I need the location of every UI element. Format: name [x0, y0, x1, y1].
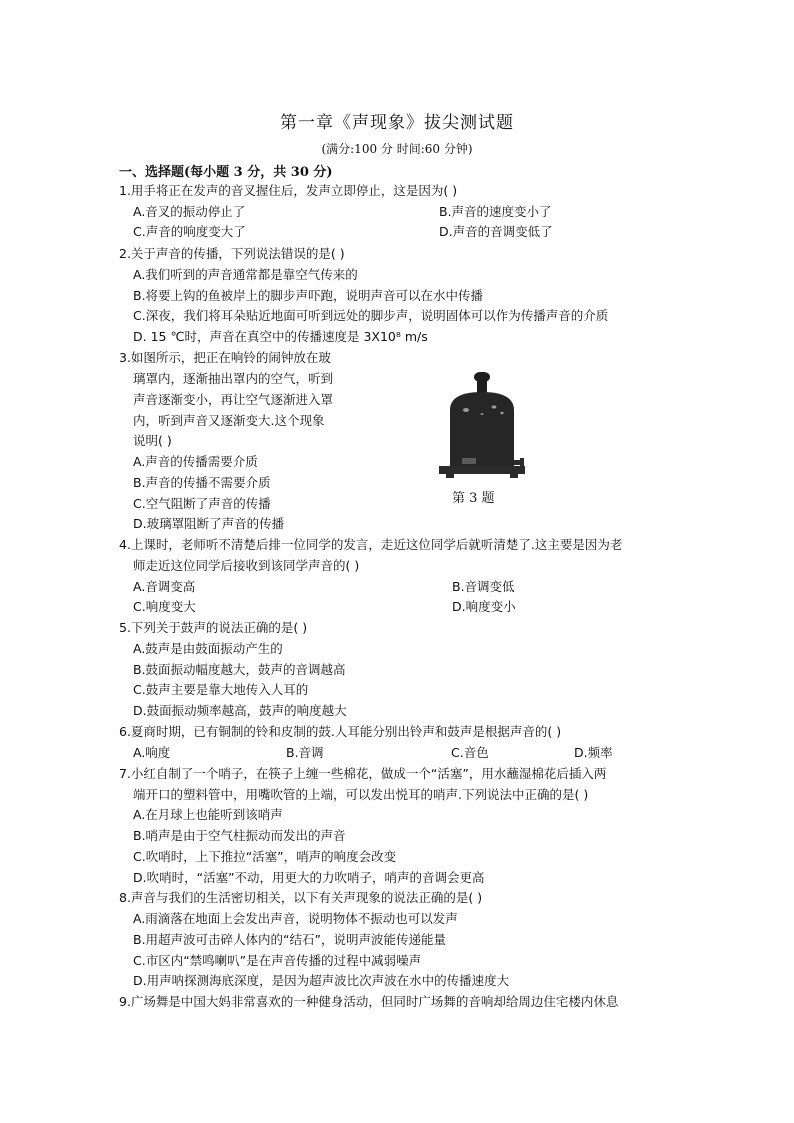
question-8-stem: 8.声音与我们的生活密切相关，以下有关声现象的说法正确的是( ) — [119, 890, 483, 905]
question-8-option-c: C.市区内“禁鸣喇叭”是在声音传播的过程中减弱噪声 — [133, 953, 422, 968]
question-5-option-c: C.鼓声主要是靠大地传入人耳的 — [133, 682, 309, 697]
question-3-option-b: B.声音的传播不需要介质 — [133, 475, 271, 490]
question-6-option-c: C.音色 — [451, 745, 489, 760]
question-2-option-c: C.深夜，我们将耳朵贴近地面可听到远处的脚步声，说明固体可以作为传播声音的介质 — [133, 308, 609, 323]
question-4-option-b: B.音调变低 — [452, 579, 515, 594]
question-5-option-a: A.鼓声是由鼓面振动产生的 — [133, 641, 283, 656]
question-7-option-c: C.吹哨时，上下推拉“活塞”，哨声的响度会改变 — [133, 849, 397, 864]
question-8-option-d: D.用声呐探测海底深度，是因为超声波比次声波在水中的传播速度大 — [133, 973, 510, 988]
bell-jar-figure — [436, 370, 528, 482]
figure-caption: 第 3 题 — [452, 491, 495, 506]
question-4-option-c: C.响度变大 — [133, 599, 196, 614]
question-1-option-b: B.声音的速度变小了 — [439, 204, 552, 219]
question-5-option-b: B.鼓面振动幅度越大，鼓声的音调越高 — [133, 662, 346, 677]
question-4-stem: 师走近这位同学后接收到该同学声音的( ) — [133, 558, 360, 573]
question-7-option-d: D.吹哨时，“活塞”不动，用更大的力吹哨子，哨声的音调会更高 — [133, 870, 485, 885]
question-3-stem: 声音逐渐变小，再让空气逐渐进入罩 — [133, 392, 334, 407]
question-4-option-d: D.响度变小 — [452, 599, 516, 614]
question-2-option-a: A.我们听到的声音通常都是靠空气传来的 — [133, 267, 358, 282]
question-5-option-d: D.鼓面振动频率越高，鼓声的响度越大 — [133, 703, 347, 718]
question-6-option-d: D.频率 — [574, 745, 613, 760]
question-6-option-b: B.音调 — [286, 745, 324, 760]
question-8-option-b: B.用超声波可击碎人体内的“结石”，说明声波能传递能量 — [133, 932, 447, 947]
question-7-option-b: B.哨声是由于空气柱振动而发出的声音 — [133, 828, 346, 843]
question-7-stem: 端开口的塑料管中，用嘴吹管的上端，可以发出悦耳的哨声.下列说法中正确的是( ) — [133, 787, 589, 802]
question-6-stem: 6.夏商时期，已有铜制的铃和皮制的鼓.人耳能分别出铃声和鼓声是根据声音的( ) — [119, 724, 562, 739]
question-3-stem: 3.如图所示，把正在响铃的闹钟放在玻 — [119, 350, 331, 365]
exam-info: (满分:100 分 时间:60 分钟) — [321, 142, 473, 156]
question-3-stem: 内，听到声音又逐渐变大.这个现象 — [133, 413, 325, 428]
question-2-stem: 2.关于声音的传播，下列说法错误的是( ) — [119, 246, 345, 261]
question-3-option-d: D.玻璃罩阻断了声音的传播 — [133, 516, 285, 531]
question-4-option-a: A.音调变高 — [133, 579, 196, 594]
question-9-stem: 9.广场舞是中国大妈非常喜欢的一种健身活动，但同时广场舞的音响却给周边住宅楼内休息 — [119, 994, 619, 1009]
question-2-option-d: D. 15 ℃时，声音在真空中的传播速度是 3X10⁸ m/s — [133, 329, 428, 344]
question-3-option-a: A.声音的传播需要介质 — [133, 454, 258, 469]
question-7-stem: 7.小红自制了一个哨子，在筷子上缠一些棉花，做成一个“活塞”，用水蘸湿棉花后插入两 — [119, 766, 607, 781]
question-5-stem: 5.下列关于鼓声的说法正确的是( ) — [119, 620, 308, 635]
question-1-option-a: A.音叉的振动停止了 — [133, 204, 246, 219]
question-1-option-c: C.声音的响度变大了 — [133, 224, 246, 239]
question-3-option-c: C.空气阻断了声音的传播 — [133, 496, 271, 511]
question-3-stem: 说明( ) — [133, 433, 172, 448]
section-heading: 一、选择题(每小题 3 分，共 30 分) — [119, 165, 333, 180]
question-3-stem: 璃罩内，逐渐抽出罩内的空气，听到 — [133, 371, 334, 386]
question-1-stem: 1.用手将正在发声的音叉握住后，发声立即停止，这是因为( ) — [119, 183, 458, 198]
question-8-option-a: A.雨滴落在地面上会发出声音，说明物体不振动也可以发声 — [133, 911, 458, 926]
question-4-stem: 4.上课时，老师听不清楚后排一位同学的发言，走近这位同学后就听清楚了.这主要是因为老 — [119, 537, 623, 552]
question-1-option-d: D.声音的音调变低了 — [439, 224, 553, 239]
question-2-option-b: B.将要上钩的鱼被岸上的脚步声吓跑，说明声音可以在水中传播 — [133, 288, 484, 303]
question-7-option-a: A.在月球上也能听到该哨声 — [133, 807, 283, 822]
question-6-option-a: A.响度 — [133, 745, 171, 760]
page-title: 第一章《声现象》拔尖测试题 — [280, 113, 514, 133]
